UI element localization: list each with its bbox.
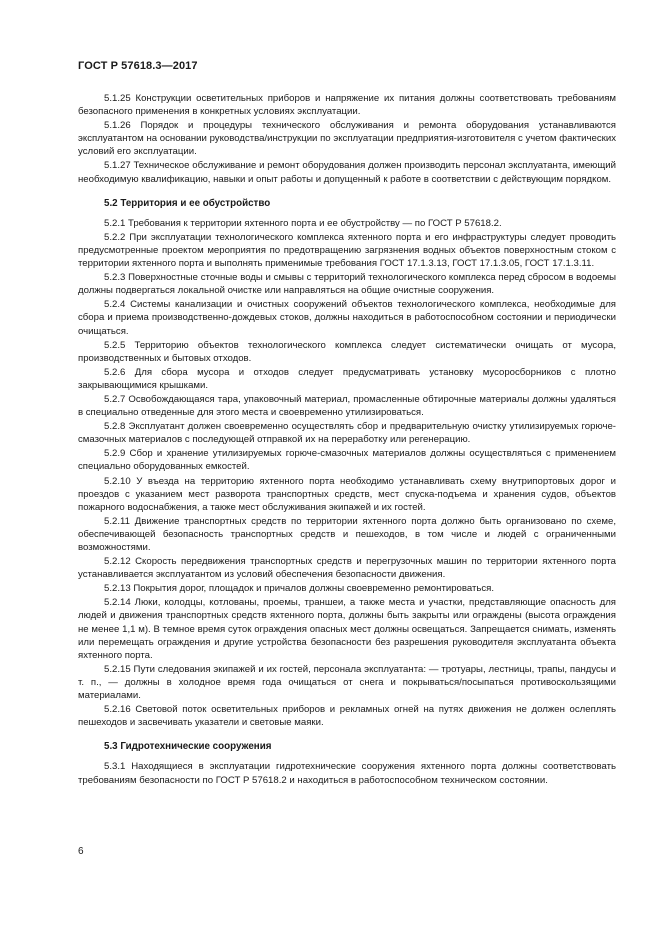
paragraph-5-1-26: 5.1.26 Порядок и процедуры технического обслуживания и ремонта оборудования устанавливаются эксплуатантом на основании руководства/инструкции по эксплуатации предприятия-изготовителя с учетом фактических условий его эксплуатации. (78, 120, 616, 158)
section-title-5-2: 5.2 Территория и ее обустройство (104, 197, 271, 209)
paragraph-5-1-25: 5.1.25 Конструкции осветительных приборов и напряжение их питания должны соответствовать требованиям безопасного применения в конкретных условиях эксплуатации. (78, 93, 616, 118)
paragraph-5-2-8: 5.2.8 Эксплуатант должен своевременно осуществлять сбор и предварительную очистку утилизируемых горюче-смазочных материалов с последующей отправкой их на переработку или регенерацию. (78, 421, 616, 446)
paragraph-5-2-11: 5.2.11 Движение транспортных средств по территории яхтенного порта должно быть организовано по схеме, обеспечивающей безопасность транспортных средств и пешеходов, в том числе и людей с ограниченными возможностями. (78, 515, 616, 553)
paragraph-5-3-1: 5.3.1 Находящиеся в эксплуатации гидротехнические сооружения яхтенного порта должны соответствовать требованиям безопасности по ГОСТ Р 57618.2 и находиться в работоспособном техническом состоянии. (78, 761, 616, 786)
paragraph-5-2-1: 5.2.1 Требования к территории яхтенного порта и ее обустройству — по ГОСТ Р 57618.2. (104, 217, 502, 229)
paragraph-5-1-27: 5.1.27 Техническое обслуживание и ремонт оборудования должен производить персонал эксплуатанта, имеющий необходимую квалификацию, навыки и опыт работы и допущенный к работе в соответствии с действующим порядком. (78, 160, 616, 185)
paragraph-5-2-7: 5.2.7 Освобождающаяся тара, упаковочный материал, промасленные обтирочные материалы должны удаляться в специально отведенные для этого места и своевременно утилизироваться. (78, 393, 616, 419)
paragraph-5-2-9: 5.2.9 Сбор и хранение утилизируемых горюче-смазочных материалов должны осуществляться с применением специально оборудованных емкостей. (78, 448, 616, 473)
paragraph-5-2-15: 5.2.15 Пути следования экипажей и их гостей, персонала эксплуатанта: — тротуары, лестницы, трапы, пандусы и т. п., — должны в холодное время года очищаться от снега и покрываться/посыпаться противоскользящими материалами. (78, 663, 616, 702)
paragraph-5-2-6: 5.2.6 Для сбора мусора и отходов следует предусматривать установку мусоросборников с плотно закрывающимися крышками. (78, 366, 616, 391)
paragraph-5-2-2: 5.2.2 При эксплуатации технологического комплекса яхтенного порта и его инфраструктуры следует проводить предусмотренные проектом мероприятия по предотвращению загрязнения водных объектов поверхностным стоком с территории яхтенного порта и выполнять применимые требования ГОСТ 17.1.3.13, ГОСТ 17.1.3.05, ГОСТ 17.1.3.11. (78, 231, 616, 270)
paragraph-5-2-5: 5.2.5 Территорию объектов технологического комплекса следует систематически очищать от мусора, производственных и бытовых отходов. (78, 339, 616, 364)
paragraph-5-2-3: 5.2.3 Поверхностные сточные воды и смывы с территорий технологического комплекса перед сбросом в водоемы должны подвергаться локальной очистке или направляться на общие очистные сооружения. (78, 272, 616, 297)
paragraph-5-2-13: 5.2.13 Покрытия дорог, площадок и причалов должны своевременно ремонтироваться. (104, 583, 495, 595)
paragraph-5-2-12: 5.2.12 Скорость передвижения транспортных средств и перегрузочных машин по территории яхтенного порта устанавливается эксплуатантом из условий обеспечения безопасности движения. (78, 556, 616, 581)
page-number: 6 (78, 846, 84, 857)
document-header: ГОСТ Р 57618.3—2017 (78, 60, 198, 72)
paragraph-5-2-10: 5.2.10 У въезда на территорию яхтенного порта необходимо устанавливать схему внутрипортовых дорог и проездов с указанием мест разворота транспортных средств, мест спуска-подъема и хранения судов, объектов пожарного водоснабжения, а также мест обслуживания экипажей и их гостей. (78, 475, 616, 513)
paragraph-5-2-14: 5.2.14 Люки, колодцы, котлованы, проемы, траншеи, а также места и участки, представляющие опасность для людей и движения транспортных средств яхтенного порта, должны быть закрыты или ограждены (высота ограждения не менее 1,1 м). В темное время суток ограждения опасных мест должны освещаться. Запрещается снимать, изменять или перемещать ограждения и другие устройства безопасности без разрешения руководителя эксплуатанта объекта яхтенного порта. (78, 597, 616, 661)
document-body (78, 92, 616, 788)
paragraph-5-2-4: 5.2.4 Системы канализации и очистных сооружений объектов технологического комплекса, необходимые для сбора и приема производственно-дождевых стоков, должны находиться в работоспособном состоянии и периодически очищаться. (78, 299, 616, 337)
paragraph-5-2-16: 5.2.16 Световой поток осветительных приборов и рекламных огней на путях движения не должен ослеплять пешеходов и засвечивать указатели и световые маяки. (78, 704, 616, 729)
section-title-5-3: 5.3 Гидротехнические сооружения (104, 741, 272, 753)
